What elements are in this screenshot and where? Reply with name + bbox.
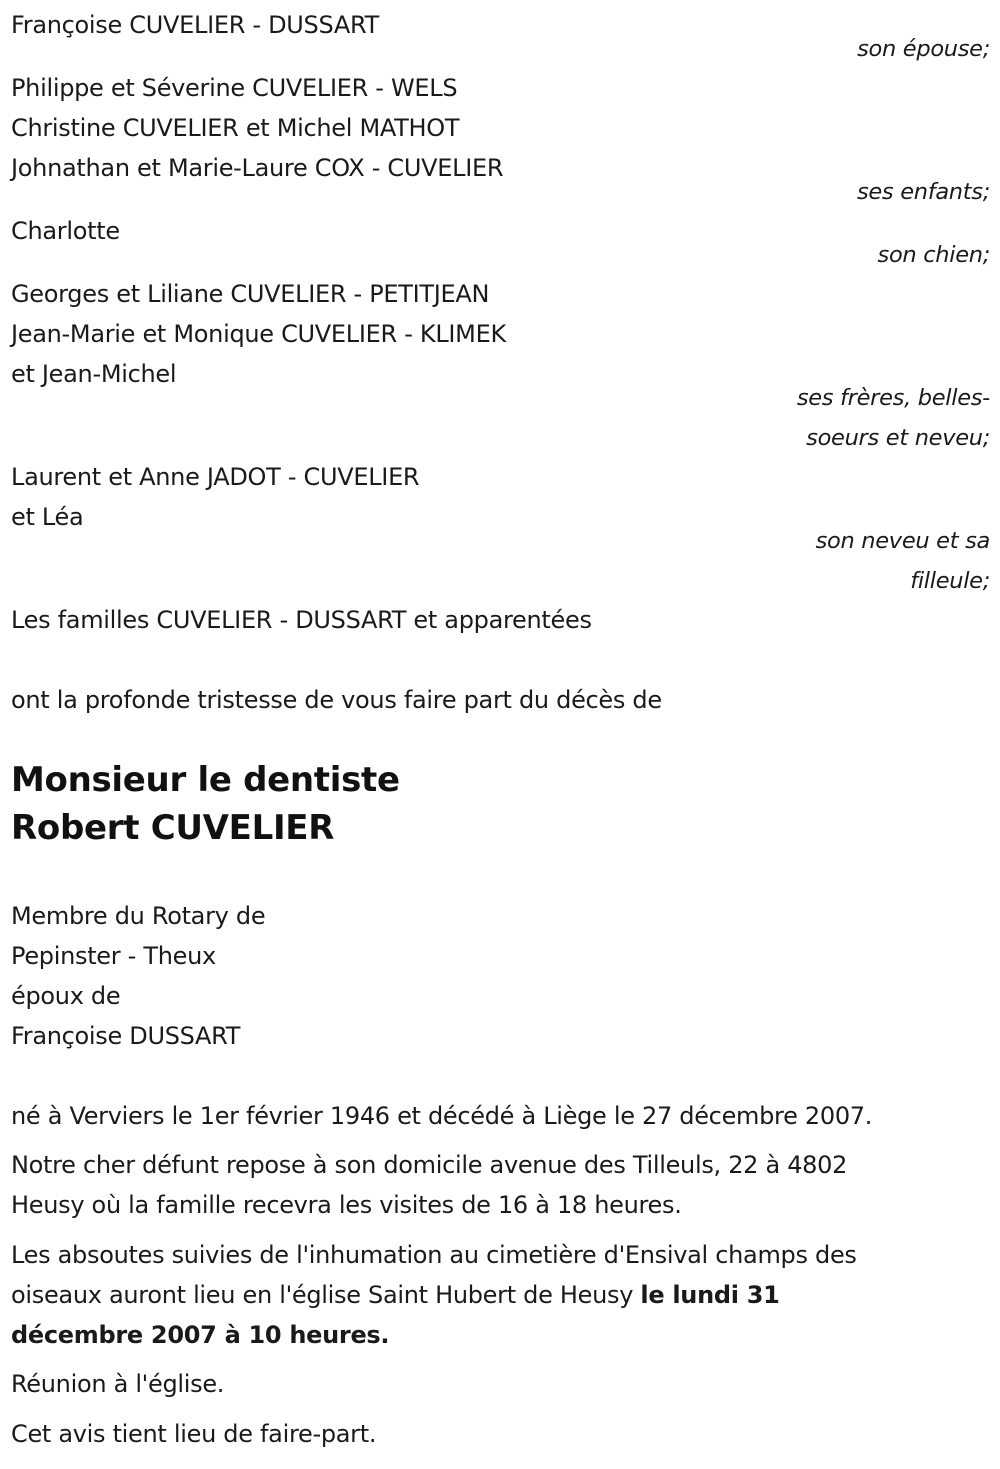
family-name-line: Philippe et Séverine CUVELIER - WELS xyxy=(11,74,458,102)
family-relation: son neveu et sa xyxy=(815,528,990,554)
funeral-line2-regular: oiseaux auront lieu en l'église Saint Hubert de Heusy xyxy=(11,1281,641,1309)
meeting-text: Réunion à l'église. xyxy=(11,1370,225,1398)
birth-death-text: né à Verviers le 1er février 1946 et décédé à Liège le 27 décembre 2007. xyxy=(11,1102,873,1130)
family-relation: son chien; xyxy=(877,242,990,268)
detail-line: Membre du Rotary de xyxy=(11,902,266,930)
visitation-line1: Notre cher défunt repose à son domicile avenue des Tilleuls, 22 à 4802 xyxy=(11,1151,848,1179)
funeral-date-time-bold: décembre 2007 à 10 heures. xyxy=(11,1321,390,1349)
family-name-line: et Jean-Michel xyxy=(11,360,177,388)
family-relation: filleule; xyxy=(910,568,990,594)
family-name-line: et Léa xyxy=(11,503,84,531)
deceased-title-line2: Robert CUVELIER xyxy=(11,808,335,848)
detail-line: époux de xyxy=(11,982,121,1010)
family-name-line: Les familles CUVELIER - DUSSART et apparentées xyxy=(11,606,592,634)
detail-line: Françoise DUSSART xyxy=(11,1022,241,1050)
family-relation: son épouse; xyxy=(857,36,990,62)
family-name-line: Françoise CUVELIER - DUSSART xyxy=(11,11,379,39)
family-name-line: Johnathan et Marie-Laure COX - CUVELIER xyxy=(11,154,504,182)
family-relation: ses enfants; xyxy=(856,179,990,205)
family-name-line: Georges et Liliane CUVELIER - PETITJEAN xyxy=(11,280,490,308)
visitation-line2: Heusy où la famille recevra les visites de 16 à 18 heures. xyxy=(11,1191,682,1219)
family-name-line: Laurent et Anne JADOT - CUVELIER xyxy=(11,463,420,491)
family-name-line: Jean-Marie et Monique CUVELIER - KLIMEK xyxy=(11,320,506,348)
family-name-line: Christine CUVELIER et Michel MATHOT xyxy=(11,114,460,142)
funeral-line2 xyxy=(11,1280,780,1310)
deceased-title-line1: Monsieur le dentiste xyxy=(11,760,400,800)
funeral-line1: Les absoutes suivies de l'inhumation au cimetière d'Ensival champs des xyxy=(11,1241,857,1269)
family-relation: ses frères, belles- xyxy=(796,385,990,411)
family-relation: soeurs et neveu; xyxy=(806,425,990,451)
notice-text: Cet avis tient lieu de faire-part. xyxy=(11,1420,377,1448)
family-name-line: Charlotte xyxy=(11,217,120,245)
announcement-text: ont la profonde tristesse de vous faire part du décès de xyxy=(11,686,662,714)
detail-line: Pepinster - Theux xyxy=(11,942,216,970)
funeral-date-bold: le lundi 31 xyxy=(640,1281,780,1309)
